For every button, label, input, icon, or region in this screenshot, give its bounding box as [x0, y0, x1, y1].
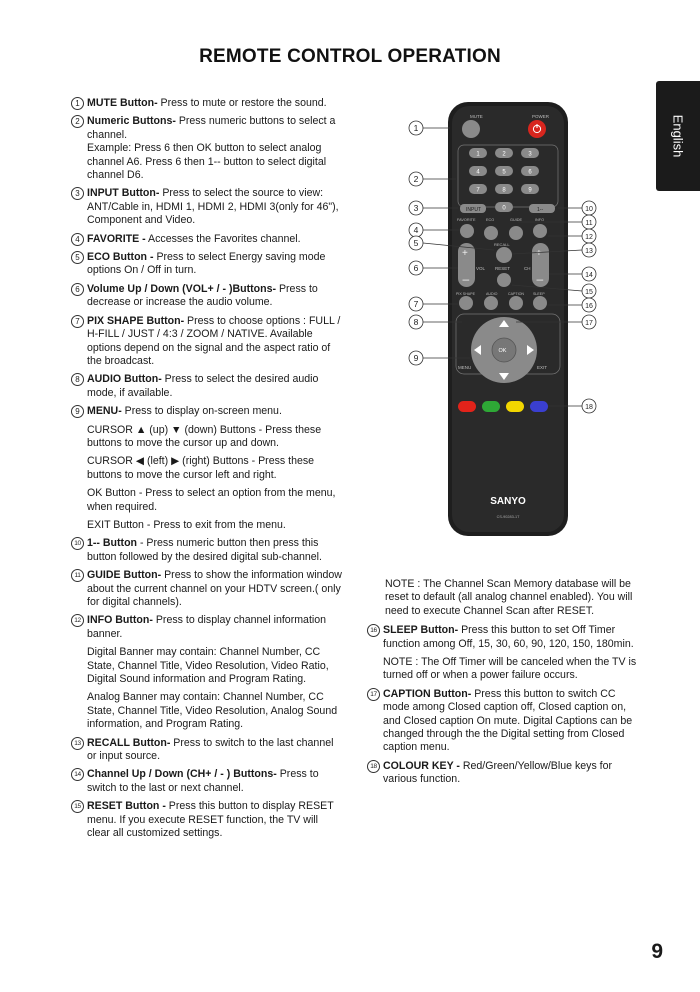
item-text: Press this button to set Off Timer function among Off, 15, 30, 60, 90, 120, 150, 180min.: [383, 624, 634, 650]
model-number: CS-90283-1T: [496, 515, 520, 519]
callout-number: 7: [413, 299, 419, 309]
item-label: GUIDE Button-: [87, 569, 162, 582]
digit-label: 5: [502, 169, 506, 176]
item-label: MUTE Button-: [87, 97, 158, 109]
item-text: Press to choose options : FULL / H-FILL / JUST / 4:3 / ZOOM / NATIVE. Available options depend on the signal and the aspect ratio of the broadcast.: [87, 314, 341, 367]
item-number: 2: [71, 115, 84, 128]
callout-number: 17: [585, 320, 593, 327]
caption-label: CAPTION: [508, 292, 524, 296]
mute-label: MUTE: [470, 114, 483, 119]
instruction-item: [367, 688, 643, 755]
item-label: CAPTION Button-: [383, 687, 472, 700]
item-text: Red/Green/Yellow/Blue keys for various function.: [383, 759, 613, 786]
audio-button[interactable]: [484, 296, 498, 310]
item-label: Volume Up / Down (VOL+ / - )Buttons-: [87, 282, 277, 295]
left-column: [71, 97, 343, 846]
item-text: Press this button to switch CC mode among Closed caption off, Closed caption on, and Closed caption On mute. Digital Captions can be changed through the the Digital setting from Closed caption menu.: [383, 687, 633, 754]
sleep-button[interactable]: [533, 296, 547, 310]
item-label: RECALL Button-: [87, 736, 171, 749]
item-text: Press to show the information window about the current channel on your HDTV screen.( only for digital channels).: [87, 569, 342, 608]
favorite-button[interactable]: [460, 224, 474, 238]
item-text: Press to display on-screen menu.: [121, 405, 282, 418]
item-number: 4: [71, 233, 84, 246]
guide-label: GUIDE: [510, 218, 523, 222]
instruction-item: [71, 614, 343, 731]
item-number: 10: [71, 537, 84, 550]
instruction-item: [71, 405, 343, 532]
remote-illustration: [400, 100, 620, 540]
digit-label: 8: [502, 187, 506, 194]
item-text: Press to select the source to view: ANT/Cable in, HDMI 1, HDMI 2, HDMI 3(only for 46"), Component and Video.: [87, 187, 339, 227]
item-label: ECO Button -: [87, 251, 154, 264]
item-text: Press to mute or restore the sound.: [157, 97, 327, 109]
item-text: Press to select Energy saving mode options On / Off in turn.: [87, 251, 326, 277]
mute-button[interactable]: [462, 120, 480, 138]
item-label: FAVORITE -: [87, 232, 146, 245]
digit-label: 7: [476, 187, 480, 194]
item-text: Press to display channel information banner.: [87, 614, 327, 640]
callout-number: 14: [585, 272, 593, 279]
item-label: PIX SHAPE Button-: [87, 314, 185, 327]
item-subtext: Analog Banner may contain: Channel Number, CC State, Channel Title, Video Resolution, Analog Sound information, and Program Rating.: [87, 691, 338, 731]
item-number: 18: [367, 760, 380, 773]
input-label: INPUT: [466, 207, 481, 213]
digit-label: 4: [476, 169, 480, 176]
instruction-item: [367, 760, 643, 787]
item-subtext: NOTE : The Off Timer will be canceled when the TV is turned off or when a power failure occurs.: [383, 656, 637, 682]
callout-number: 9: [413, 353, 419, 363]
pix-shape-button[interactable]: [459, 296, 473, 310]
yellow-key[interactable]: [506, 401, 524, 412]
vol-label: VOL: [476, 266, 486, 271]
item-number: 15: [71, 800, 84, 813]
sleep-label: SLEEP: [533, 292, 545, 296]
item-label: Channel Up / Down (CH+ / - ) Buttons-: [87, 768, 277, 781]
digit-label: 9: [528, 187, 532, 194]
item-number: 9: [71, 405, 84, 418]
red-key[interactable]: [458, 401, 476, 412]
instruction-item: [71, 187, 343, 227]
instruction-item: [71, 569, 343, 609]
item-number: 5: [71, 251, 84, 264]
item-text: Press numeric buttons to select a channel.: [87, 115, 336, 141]
instruction-item: [71, 768, 343, 795]
callout-number: 18: [585, 404, 593, 411]
item-text: Press to switch to the last or next channel.: [87, 768, 319, 794]
favorite-label: FAVORITE: [457, 218, 476, 222]
pix-shape-label: PIX SHAPE: [456, 292, 475, 296]
guide-button[interactable]: [509, 226, 523, 240]
instruction-item: [71, 233, 343, 246]
callout-number: 16: [585, 303, 593, 310]
item-subtext: Digital Banner may contain: Channel Number, CC State, Channel Title, Video Resolution, Video Ratio, Digital Sound information and Program Rating.: [87, 646, 329, 686]
callout-number: 10: [585, 206, 593, 213]
menu-label: MENU: [458, 365, 472, 370]
instruction-item: [71, 537, 343, 564]
item-number: 11: [71, 569, 84, 582]
callout-number: 15: [585, 289, 593, 296]
callout-number: 6: [413, 263, 419, 273]
digit-label: 1: [476, 151, 480, 158]
item-label: INPUT Button-: [87, 187, 160, 200]
remote-svg: [400, 100, 620, 540]
right-column: [367, 578, 643, 792]
eco-label: ECO: [486, 218, 495, 222]
item-text: Accesses the Favorites channel.: [145, 232, 301, 245]
item-text: Press this button to display RESET menu. If you execute RESET function, the TV will clear all customized settings.: [87, 800, 334, 840]
dash-label: 1--: [537, 207, 544, 213]
callout-number: 5: [413, 238, 419, 248]
item-label: SLEEP Button-: [383, 624, 459, 637]
item-label: INFO Button-: [87, 614, 153, 627]
item-subtext: EXIT Button - Press to exit from the menu.: [87, 518, 286, 531]
instruction-item: [71, 251, 343, 278]
vol-minus-icon: –: [462, 272, 470, 286]
digit-label: 0: [502, 205, 506, 212]
instruction-item: [71, 283, 343, 310]
item-label: MENU-: [87, 405, 122, 418]
instruction-item: [71, 737, 343, 764]
item-label: AUDIO Button-: [87, 373, 162, 386]
blue-key[interactable]: [530, 401, 548, 412]
callout-number: 1: [413, 123, 419, 133]
digit-label: 2: [502, 151, 506, 158]
item-subtext: CURSOR ▲ (up) ▼ (down) Buttons - Press these buttons to move the cursor up and down.: [87, 423, 322, 449]
item-number: 16: [367, 624, 380, 637]
instruction-item: [71, 373, 343, 400]
instruction-item: [71, 800, 343, 840]
ch-plus-icon: +: [536, 248, 542, 259]
callout-number: 2: [413, 174, 419, 184]
instruction-item: [367, 624, 643, 683]
ch-label: CH: [524, 266, 531, 271]
callout-number: 8: [413, 317, 419, 327]
item-number: 1: [71, 97, 84, 110]
callout-number: 11: [585, 220, 593, 227]
brand-logo: SANYO: [490, 496, 526, 507]
item-number: 17: [367, 688, 380, 701]
item-number: 7: [71, 315, 84, 328]
item-example: Example: Press 6 then OK button to select analog channel A6. Press 6 then 1-- button to select digital channel D6.: [87, 142, 327, 182]
recall-label: RECALL: [494, 242, 510, 247]
exit-label: EXIT: [537, 365, 548, 370]
item-number: 8: [71, 373, 84, 386]
item-subtext: CURSOR ◀ (left) ▶ (right) Buttons - Press these buttons to move the cursor left and right.: [87, 455, 315, 481]
item-number: 13: [71, 737, 84, 750]
reset-label: RESET: [495, 266, 511, 271]
item-text: Press to switch to the last channel or input source.: [87, 736, 334, 763]
reset-note: NOTE : The Channel Scan Memory database will be reset to default (all analog channel enabled). You will need to execute Channel Scan after RESET.: [385, 578, 633, 617]
right-items: [367, 624, 643, 786]
ok-label: OK: [498, 348, 507, 354]
info-label: INFO: [535, 218, 545, 222]
audio-label: AUDIO: [486, 292, 498, 296]
instruction-item: [71, 115, 343, 182]
vol-plus-icon: +: [462, 248, 468, 259]
item-number: 12: [71, 614, 84, 627]
item-text: Press to select the desired audio mode, if available.: [87, 373, 319, 399]
instruction-item: [71, 97, 343, 110]
language-tab: [656, 81, 700, 191]
item-number: 14: [71, 768, 84, 781]
language-label: English: [670, 114, 686, 158]
digit-label: 6: [528, 169, 532, 176]
eco-button[interactable]: [484, 226, 498, 240]
item-label: Numeric Buttons-: [87, 115, 176, 128]
info-button[interactable]: [533, 224, 547, 238]
reset-button[interactable]: [497, 273, 511, 287]
ch-minus-icon: –: [536, 272, 544, 286]
instruction-item: [71, 315, 343, 369]
callout-number: 3: [413, 203, 419, 213]
item-number: 3: [71, 187, 84, 200]
item-subtext: OK Button - Press to select an option from the menu, when required.: [87, 487, 336, 513]
callout-number: 12: [585, 234, 593, 241]
page-number: 9: [651, 940, 663, 963]
callout-number: 4: [413, 225, 419, 235]
recall-button[interactable]: [496, 247, 512, 263]
power-button[interactable]: [528, 120, 546, 138]
page-title: REMOTE CONTROL OPERATION: [199, 46, 501, 67]
caption-button[interactable]: [509, 296, 523, 310]
green-key[interactable]: [482, 401, 500, 412]
power-label: POWER: [532, 114, 550, 119]
item-number: 6: [71, 283, 84, 296]
digit-label: 3: [528, 151, 532, 158]
item-label: RESET Button -: [87, 800, 166, 813]
callout-number: 13: [585, 248, 593, 255]
item-label: COLOUR KEY -: [383, 759, 460, 772]
item-label: 1-- Button: [87, 537, 138, 550]
item-text: Press to decrease or increase the audio volume.: [87, 282, 318, 309]
item-text: - Press numeric button then press this button followed by the desired digital sub-channel.: [87, 537, 322, 563]
